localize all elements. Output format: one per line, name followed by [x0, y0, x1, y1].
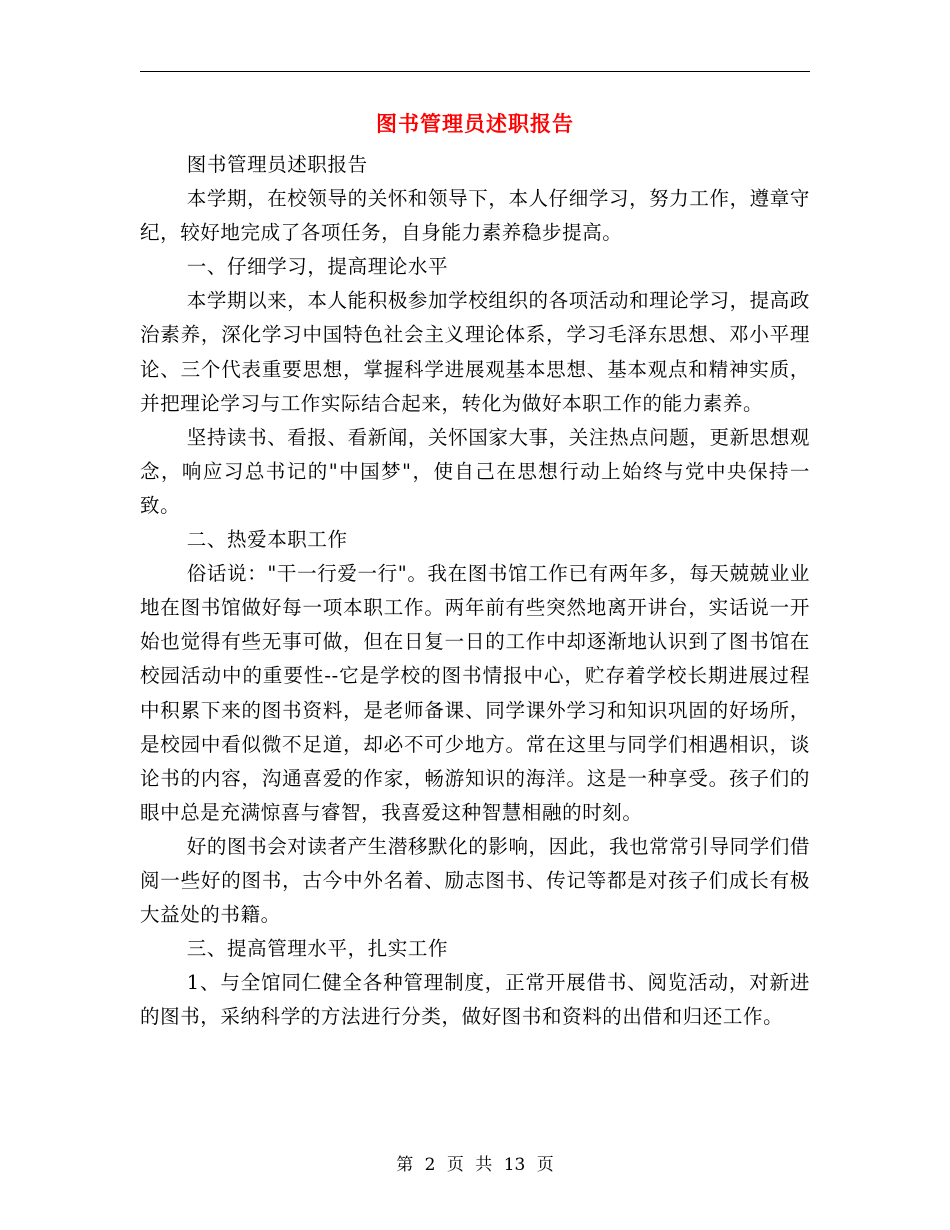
paragraph-love-work: 俗话说："干一行爱一行"。我在图书馆工作已有两年多，每天兢兢业业地在图书馆做好每一项本职工作。两年前有些突然地离开讲台，实话说一开始也觉得有些无事可做，但在日复一日的工作中却逐渐地认识到了图书馆在校园活动中的重要性--它是学校的图书情报中心，贮存着学校长期进展过程中积累下来的图书资料，是老师备课、同学课外学习和知识巩固的好场所，是校园中看似微不足道，却必不可少地方。常在这里与同学们相遇相识，谈论书的内容，沟通喜爱的作家，畅游知识的海洋。这是一种享受。孩子们的眼中总是充满惊喜与睿智，我喜爱这种智慧相融的时刻。 [140, 562, 810, 824]
paragraph-news-reading: 坚持读书、看报、看新闻，关怀国家大事，关注热点问题，更新思想观念，响应习总书记的"中国梦"，使自己在思想行动上始终与党中央保持一致。 [140, 425, 810, 517]
paragraph-theory-study: 本学期以来，本人能积极参加学校组织的各项活动和理论学习，提高政治素养，深化学习中国特色社会主义理论体系，学习毛泽东思想、邓小平理论、三个代表重要思想，掌握科学进展观基本思想、基本观点和精神实质，并把理论学习与工作实际结合起来，转化为做好本职工作的能力素养。 [140, 289, 810, 415]
section-heading-3: 三、提高管理水平，扎实工作 [186, 937, 449, 961]
paragraph-intro: 本学期，在校领导的关怀和领导下，本人仔细学习，努力工作，遵章守纪，较好地完成了各项任务，自身能力素养稳步提高。 [140, 187, 810, 245]
document-title: 图书管理员述职报告 [376, 111, 574, 136]
section-heading-1: 一、仔细学习，提高理论水平 [186, 255, 449, 279]
paragraph-subtitle: 图书管理员述职报告 [186, 153, 368, 176]
paragraph-good-books: 好的图书会对读者产生潜移默化的影响，因此，我也常常引导同学们借阅一些好的图书，古今中外名着、励志图书、传记等都是对孩子们成长有极大益处的书籍。 [140, 834, 810, 927]
section-heading-2: 二、热爱本职工作 [186, 528, 348, 552]
header-rule [140, 71, 810, 72]
page-number-footer: 第 2 页 共 13 页 [396, 1155, 554, 1175]
paragraph-management: 1、与全馆同仁健全各种管理制度，正常开展借书、阅览活动，对新进的图书，采纳科学的方法进行分类，做好图书和资料的出借和归还工作。 [140, 971, 810, 1029]
document-body [140, 148, 810, 1034]
